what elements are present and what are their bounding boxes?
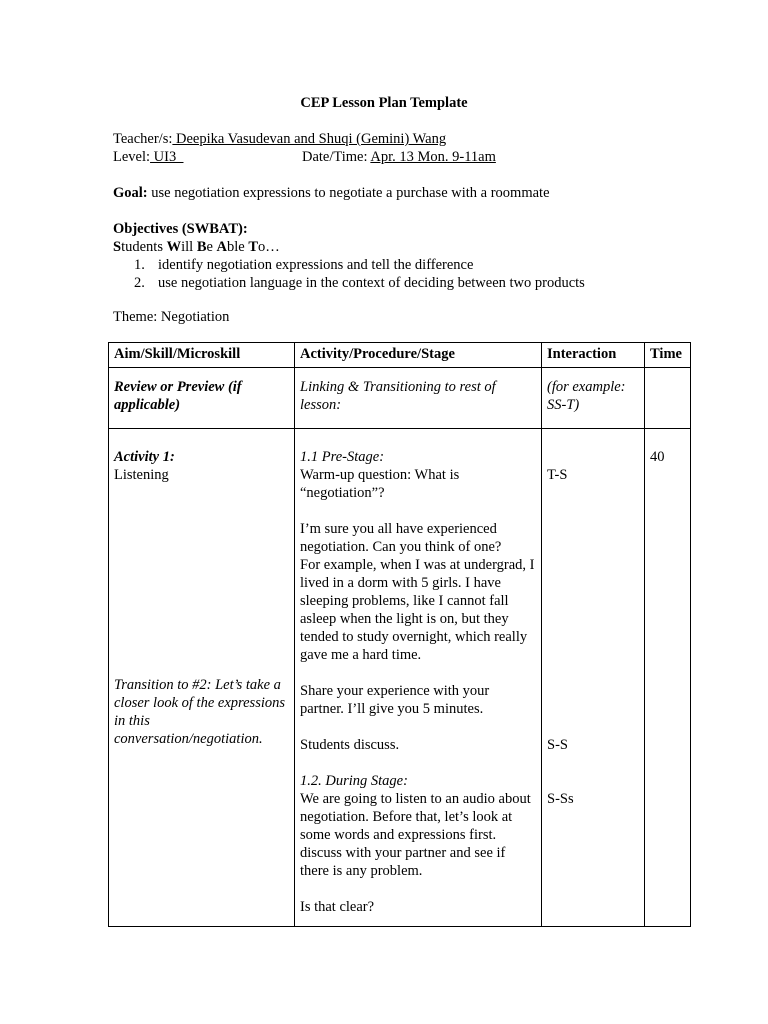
partner-text: discuss with your partner and see if there is any problem. <box>300 845 506 879</box>
activity-interaction-cell <box>542 429 645 927</box>
swbat-w: W <box>166 239 182 255</box>
table-header-row <box>109 343 691 368</box>
objectives-heading: Objectives (SWBAT): <box>113 221 248 237</box>
clear-question: Is that clear? <box>300 899 375 915</box>
activity-time: 40 <box>650 449 665 465</box>
activity-title: Activity 1: <box>114 449 175 465</box>
objective-item <box>113 274 713 292</box>
review-row <box>109 368 691 429</box>
objectives-list <box>113 256 713 292</box>
example-text: For example, when I was at undergrad, I lived in a dorm with 5 girls. I have sleeping problems, like I cannot fall asleep when the light is on, but they tended to study overnight, which really gave me a hard time. <box>300 557 535 663</box>
objective-text: use negotiation language in the context of deciding between two products <box>158 275 585 291</box>
activity-skill: Listening <box>114 467 169 483</box>
swbat-tudents: tudents <box>121 239 167 255</box>
swbat-e: e <box>206 239 217 255</box>
swbat-t: T <box>248 239 259 255</box>
goal-line <box>113 184 713 202</box>
during-stage-label: 1.2. During Stage: <box>300 773 408 789</box>
teacher-line <box>113 130 713 148</box>
activity-aim-cell <box>109 429 295 927</box>
swbat-line <box>113 238 280 256</box>
swbat-a: A <box>216 239 228 255</box>
datetime-label: Date/Time: <box>302 149 368 165</box>
review-time <box>645 368 691 429</box>
activity-procedure-cell <box>295 429 542 927</box>
audio-text: We are going to listen to an audio about negotiation. Before that, let’s look at some words and expressions first. <box>300 791 531 843</box>
activity-time-cell <box>645 429 691 927</box>
swbat-ble: ble <box>227 239 249 255</box>
objective-text: identify negotiation expressions and tell the difference <box>158 257 474 273</box>
swbat-o: o… <box>258 239 280 255</box>
review-aim: Review or Preview (if applicable) <box>114 379 242 413</box>
header-interaction: Interaction <box>542 343 645 368</box>
swbat-ill: ill <box>181 239 197 255</box>
objective-item <box>113 256 713 274</box>
datetime-value: Apr. 13 Mon. 9-11am <box>370 149 496 165</box>
objective-number: 1. <box>134 257 145 273</box>
discuss-text: Students discuss. <box>300 737 400 753</box>
swbat-b: B <box>196 239 207 255</box>
header-activity: Activity/Procedure/Stage <box>295 343 542 368</box>
level-label: Level: <box>113 149 151 165</box>
goal-text: use negotiation expressions to negotiate a purchase with a roommate <box>147 185 550 201</box>
review-aim-cell <box>109 368 295 429</box>
lesson-plan-table <box>108 342 691 927</box>
activity-row <box>109 429 691 927</box>
warmup-question: Warm-up question: What is “negotiation”? <box>300 467 460 501</box>
teacher-label: Teacher/s: <box>113 131 173 147</box>
share-text: Share your experience with your partner. I’ll give you 5 minutes. <box>300 683 490 717</box>
review-activity: Linking & Transitioning to rest of lesson: <box>300 379 496 413</box>
teacher-value: Deepika Vasudevan and Shuqi (Gemini) Wang <box>172 131 447 147</box>
transition-note: Transition to #2: Let’s take a closer look of the expressions in this conversation/negotiation. <box>114 677 286 747</box>
theme-line: Theme: Negotiation <box>113 309 230 325</box>
interaction-sss: S-Ss <box>547 791 574 807</box>
sure-text: I’m sure you all have experienced negotiation. Can you think of one? <box>300 521 502 555</box>
level-value: UI3 <box>150 149 184 165</box>
review-interaction-cell <box>542 368 645 429</box>
header-aim: Aim/Skill/Microskill <box>109 343 295 368</box>
goal-label: Goal: <box>113 185 148 201</box>
interaction-ts: T-S <box>547 467 568 483</box>
header-time: Time <box>645 343 691 368</box>
document-title: CEP Lesson Plan Template <box>300 95 468 111</box>
review-interaction: (for example: SS-T) <box>547 379 626 413</box>
swbat-s: S <box>113 239 122 255</box>
review-activity-cell <box>295 368 542 429</box>
interaction-ss: S-S <box>547 737 568 753</box>
objective-number: 2. <box>134 275 145 291</box>
pre-stage-label: 1.1 Pre-Stage: <box>300 449 385 465</box>
datetime-line <box>302 148 702 166</box>
